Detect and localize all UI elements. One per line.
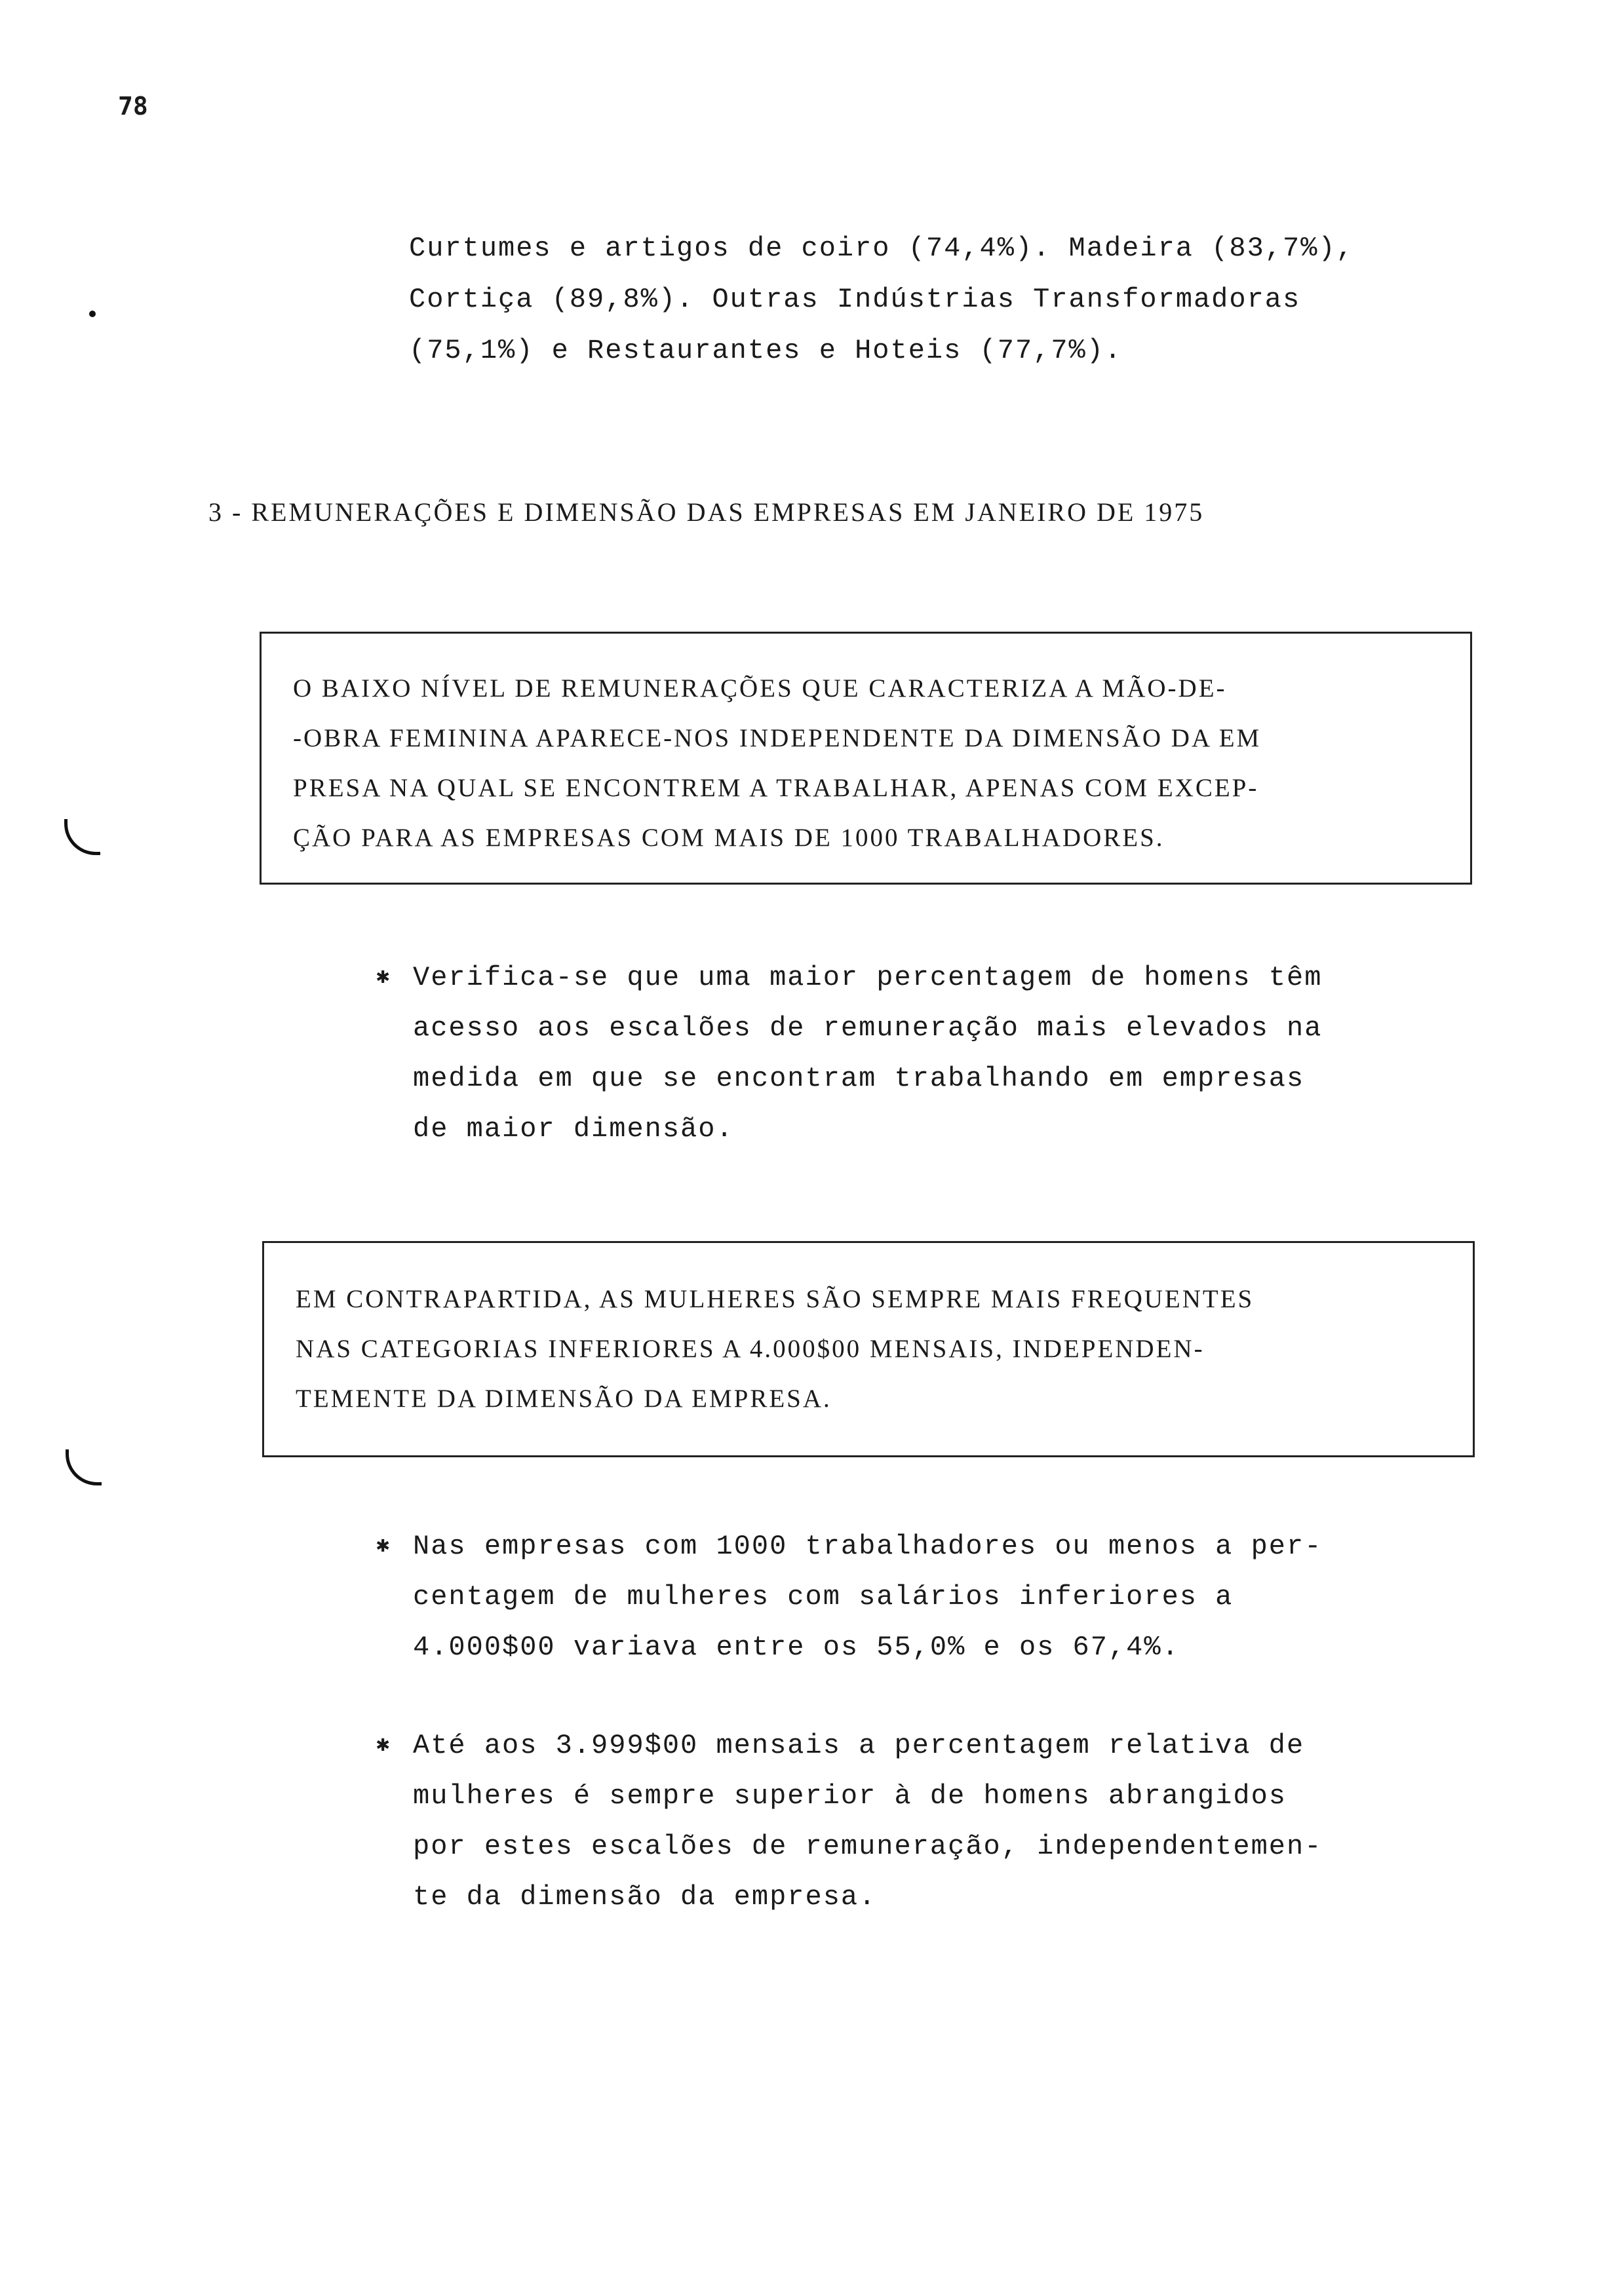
box-line: TEMENTE DA DIMENSÃO DA EMPRESA. — [296, 1385, 832, 1413]
bullet-item — [376, 1521, 1323, 1673]
box-line: -OBRA FEMININA APARECE-NOS INDEPENDENTE DA DIMENSÃO DA EM — [293, 724, 1262, 752]
margin-bracket-mark — [66, 1449, 102, 1485]
intro-paragraph — [409, 223, 1484, 376]
bullet-line: por estes escalões de remuneração, independentemen- — [413, 1831, 1323, 1862]
bullet-line: centagem de mulheres com salários inferiores a — [413, 1581, 1234, 1613]
highlight-box-1 — [260, 632, 1472, 885]
margin-bracket-mark — [64, 819, 100, 855]
bullet-line: de maior dimensão. — [413, 1113, 734, 1145]
asterisk-bullet-icon: ✱ — [376, 1733, 391, 1758]
bullet-line: Nas empresas com 1000 trabalhadores ou menos a per- — [413, 1531, 1323, 1562]
box-line: ÇÃO PARA AS EMPRESAS COM MAIS DE 1000 TRABALHADORES. — [293, 824, 1165, 852]
margin-dot — [89, 311, 96, 317]
box-line: PRESA NA QUAL SE ENCONTREM A TRABALHAR, APENAS COM EXCEP- — [293, 774, 1259, 802]
box-line: NAS CATEGORIAS INFERIORES A 4.000$00 MENSAIS, INDEPENDEN- — [296, 1335, 1205, 1363]
highlight-box-2 — [262, 1241, 1475, 1457]
box-line: EM CONTRAPARTIDA, AS MULHERES SÃO SEMPRE MAIS FREQUENTES — [296, 1285, 1255, 1313]
intro-line: Cortiça (89,8%). Outras Indústrias Transformadoras — [409, 284, 1301, 315]
asterisk-bullet-icon: ✱ — [376, 965, 391, 990]
bullet-line: acesso aos escalões de remuneração mais elevados na — [413, 1012, 1323, 1044]
intro-line: (75,1%) e Restaurantes e Hoteis (77,7%). — [409, 335, 1123, 366]
bullet-line: Verifica-se que uma maior percentagem de homens têm — [413, 962, 1323, 993]
bullet-item — [376, 1721, 1323, 1923]
bullet-line: 4.000$00 variava entre os 55,0% e os 67,4%. — [413, 1632, 1180, 1663]
page-number: 78 — [118, 92, 148, 121]
box-line: O BAIXO NÍVEL DE REMUNERAÇÕES QUE CARACTERIZA A MÃO-DE- — [293, 674, 1227, 702]
bullet-line: medida em que se encontram trabalhando em empresas — [413, 1063, 1305, 1094]
asterisk-bullet-icon: ✱ — [376, 1534, 391, 1559]
bullet-line: te da dimensão da empresa. — [413, 1881, 877, 1913]
bullet-line: mulheres é sempre superior à de homens abrangidos — [413, 1780, 1287, 1812]
bullet-line: Até aos 3.999$00 mensais a percentagem relativa de — [413, 1730, 1305, 1761]
section-heading: 3 - REMUNERAÇÕES E DIMENSÃO DAS EMPRESAS EM JANEIRO DE 1975 — [208, 497, 1205, 527]
bullet-item — [376, 953, 1323, 1155]
intro-line: Curtumes e artigos de coiro (74,4%). Madeira (83,7%), — [409, 233, 1354, 264]
